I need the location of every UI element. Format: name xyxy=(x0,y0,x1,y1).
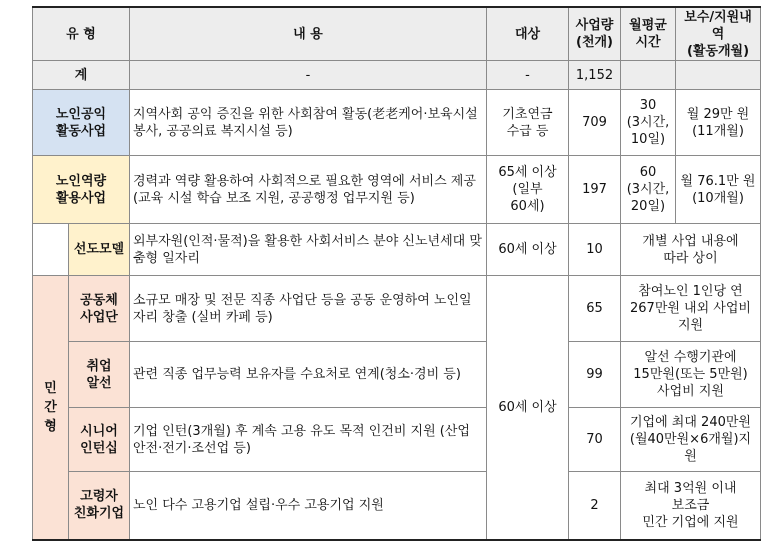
row-volume: 10 xyxy=(569,224,621,276)
row-volume: 99 xyxy=(569,342,621,408)
row-pay: 최대 3억원 이내 보조금 민간 기업에 지원 xyxy=(621,472,761,540)
table-row xyxy=(33,156,761,224)
total-row xyxy=(33,61,761,90)
row-target: 기초연금 수급 등 xyxy=(487,90,569,156)
row-content: 경력과 역량 활용하여 사회적으로 필요한 영역에 서비스 제공 (교육 시설 학습 보조 지원, 공공행정 업무지원 등) xyxy=(130,156,487,224)
row-content: 관련 직종 업무능력 보유자를 수요처로 연계(청소·경비 등) xyxy=(130,342,487,408)
total-volume: 1,152 xyxy=(569,61,621,90)
row-volume: 2 xyxy=(569,472,621,540)
row-volume: 70 xyxy=(569,408,621,472)
row-type-label: 취업 알선 xyxy=(69,342,130,408)
total-target: - xyxy=(487,61,569,90)
row-type-label: 노인역량 활용사업 xyxy=(33,156,130,224)
row-hours: 30 (3시간, 10일) xyxy=(621,90,676,156)
total-hours xyxy=(621,61,676,90)
header-hours: 월평균 시간 xyxy=(621,7,676,61)
row-content: 지역사회 공익 증진을 위한 사회참여 활동(老老케어·보육시설 봉사, 공공의료 복지시설 등) xyxy=(130,90,487,156)
row-type-label: 시니어 인턴십 xyxy=(69,408,130,472)
header-type: 유 형 xyxy=(33,7,130,61)
row-content: 소규모 매장 및 전문 직종 사업단 등을 공동 운영하여 노인일자리 창출 (실버 카페 등) xyxy=(130,276,487,342)
elderly-job-program-table xyxy=(32,6,761,541)
row-type-label: 노인공익 활동사업 xyxy=(33,90,130,156)
table-row xyxy=(33,90,761,156)
table-row xyxy=(33,276,761,342)
row-target: 60세 이상 xyxy=(487,224,569,276)
row-volume: 65 xyxy=(569,276,621,342)
row-pay: 월 76.1만 원 (10개월) xyxy=(676,156,761,224)
table-row xyxy=(33,342,761,408)
header-target: 대상 xyxy=(487,7,569,61)
header-pay: 보수/지원내역 (활동개월) xyxy=(676,7,761,61)
table-row xyxy=(33,408,761,472)
row-pay: 알선 수행기관에 15만원(또는 5만원) 사업비 지원 xyxy=(621,342,761,408)
header-volume: 사업량 (천개) xyxy=(569,7,621,61)
row-type-label: 고령자 친화기업 xyxy=(69,472,130,540)
row-pay: 월 29만 원 (11개월) xyxy=(676,90,761,156)
header-content: 내 용 xyxy=(130,7,487,61)
row-pay: 개별 사업 내용에 따라 상이 xyxy=(621,224,761,276)
private-group-label: 민 간 형 xyxy=(33,276,69,540)
row-pay: 참여노인 1인당 연 267만원 내외 사업비 지원 xyxy=(621,276,761,342)
row-type-label: 공동체 사업단 xyxy=(69,276,130,342)
row-content: 노인 다수 고용기업 설립·우수 고용기업 지원 xyxy=(130,472,487,540)
row-hours: 60 (3시간, 20일) xyxy=(621,156,676,224)
private-target: 60세 이상 xyxy=(487,276,569,540)
row-volume: 197 xyxy=(569,156,621,224)
total-content: - xyxy=(130,61,487,90)
row-pay: 기업에 최대 240만원 (월40만원×6개월)지원 xyxy=(621,408,761,472)
indent-spacer xyxy=(33,224,69,276)
row-type-label: 선도모델 xyxy=(69,224,130,276)
row-target: 65세 이상 (일부 60세) xyxy=(487,156,569,224)
total-label: 계 xyxy=(33,61,130,90)
total-pay xyxy=(676,61,761,90)
table-row xyxy=(33,472,761,540)
row-content: 외부자원(인적·물적)을 활용한 사회서비스 분야 신노년세대 맞춤형 일자리 xyxy=(130,224,487,276)
row-volume: 709 xyxy=(569,90,621,156)
table-row xyxy=(33,224,761,276)
row-content: 기업 인턴(3개월) 후 계속 고용 유도 목적 인건비 지원 (산업 안전·전기·조선업 등) xyxy=(130,408,487,472)
header-row xyxy=(33,7,761,61)
